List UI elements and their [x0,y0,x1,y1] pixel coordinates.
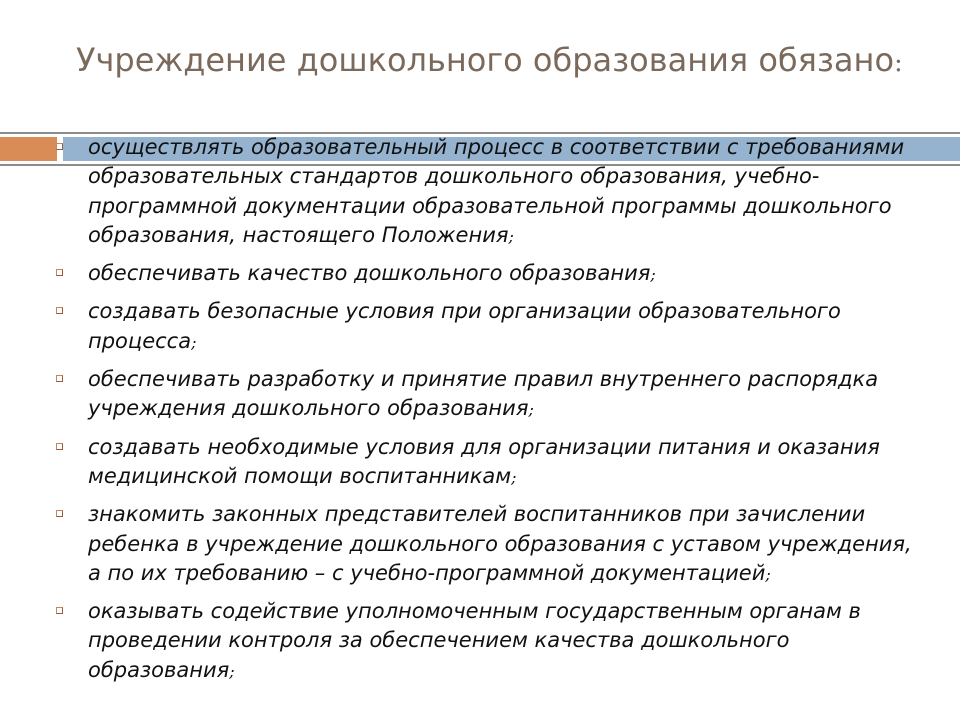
slide-title [76,36,936,84]
list-item [0,433,960,493]
list-item-semicolon: ; [508,226,514,246]
list-item-body: обеспечивать качество дошкольного образования [88,261,651,286]
square-bullet-icon [56,307,63,314]
list-item [0,500,960,589]
list-item-body: знакомить законных представителей воспитанников при зачислении ребенка в учреждение дошкольного образования с уставом учреждения, а по их требованию – с учебно-программной документацией [88,502,912,585]
list-item-text [88,297,920,357]
list-item-text [88,597,920,686]
list-item-text [88,133,920,251]
list-item [0,297,960,357]
list-item [0,133,960,251]
square-bullet-icon [56,143,63,150]
list-item [0,365,960,425]
square-bullet-icon [56,510,63,517]
slide-title-colon: : [894,48,903,78]
list-item-text [88,365,920,425]
list-item-semicolon: ; [765,564,771,584]
list-item-body: обеспечивать разработку и принятие правил внутреннего распорядка учреждения дошкольного образования [88,367,879,421]
list-item-text [88,259,920,289]
list-item-semicolon: ; [511,467,517,487]
bullet-list [0,133,960,694]
square-bullet-icon [56,375,63,382]
list-item-semicolon: ; [650,265,656,285]
slide-title-text: Учреждение дошкольного образования обязано [76,41,895,79]
square-bullet-icon [56,607,63,614]
list-item-body: оказывать содействие уполномоченным государственным органам в проведении контроля за обеспечением качества дошкольного образования [88,599,861,682]
list-item-semicolon: ; [229,661,235,681]
list-item [0,597,960,686]
square-bullet-icon [56,443,63,450]
list-item-text [88,433,920,493]
list-item-text [88,500,920,589]
list-item-body: создавать безопасные условия при организации образовательного процесса [88,299,841,353]
list-item-body: создавать необходимые условия для организации питания и оказания медицинской помощи воспитанникам [88,434,880,488]
list-item-body: осуществлять образовательный процесс в соответствии с требованиями образовательных стандартов дошкольного образования, учебно-программной документации образовательной программы дошкольного образования, настоящего Положения [88,135,905,247]
list-item [0,259,960,289]
list-item-semicolon: ; [528,400,534,420]
list-item-semicolon: ; [191,332,197,352]
square-bullet-icon [56,269,63,276]
